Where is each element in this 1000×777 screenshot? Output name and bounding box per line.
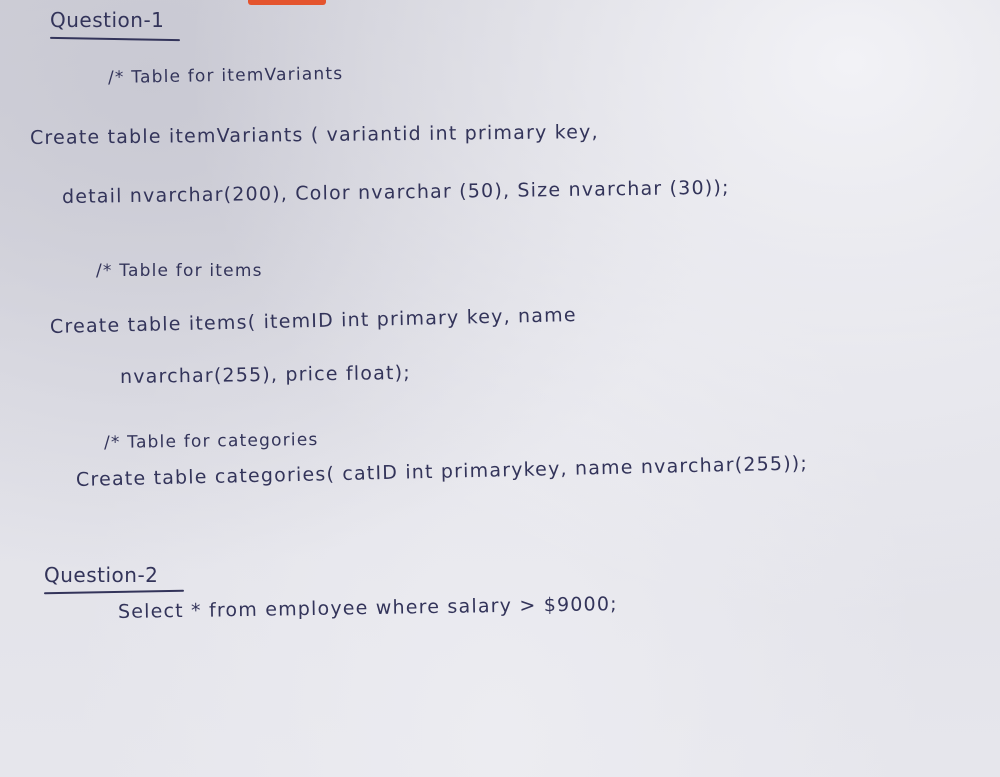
- itemvariants-line-2: detail nvarchar(200), Color nvarchar (50), Size nvarchar (30));: [61, 176, 730, 208]
- question-1-heading: Question-1: [50, 8, 165, 32]
- question-2-heading: Question-2: [44, 563, 159, 587]
- comment-itemvariants: /* Table for itemVariants: [107, 63, 344, 88]
- query-line-1: Select * from employee where salary > $9000;: [117, 593, 618, 623]
- items-line-1: Create table items( itemID int primary key, name: [49, 304, 577, 338]
- items-line-2: nvarchar(255), price float);: [119, 361, 412, 388]
- comment-items: /* Table for items: [96, 261, 263, 281]
- question-1-underline: [50, 37, 180, 41]
- question-2-underline: [44, 590, 184, 594]
- categories-line-1: Create table categories( catID int primarykey, name nvarchar(255));: [75, 452, 809, 491]
- comment-categories: /* Table for categories: [103, 430, 319, 453]
- orange-tab-sticker: [248, 0, 326, 5]
- itemvariants-line-1: Create table itemVariants ( variantid int primary key,: [29, 121, 599, 149]
